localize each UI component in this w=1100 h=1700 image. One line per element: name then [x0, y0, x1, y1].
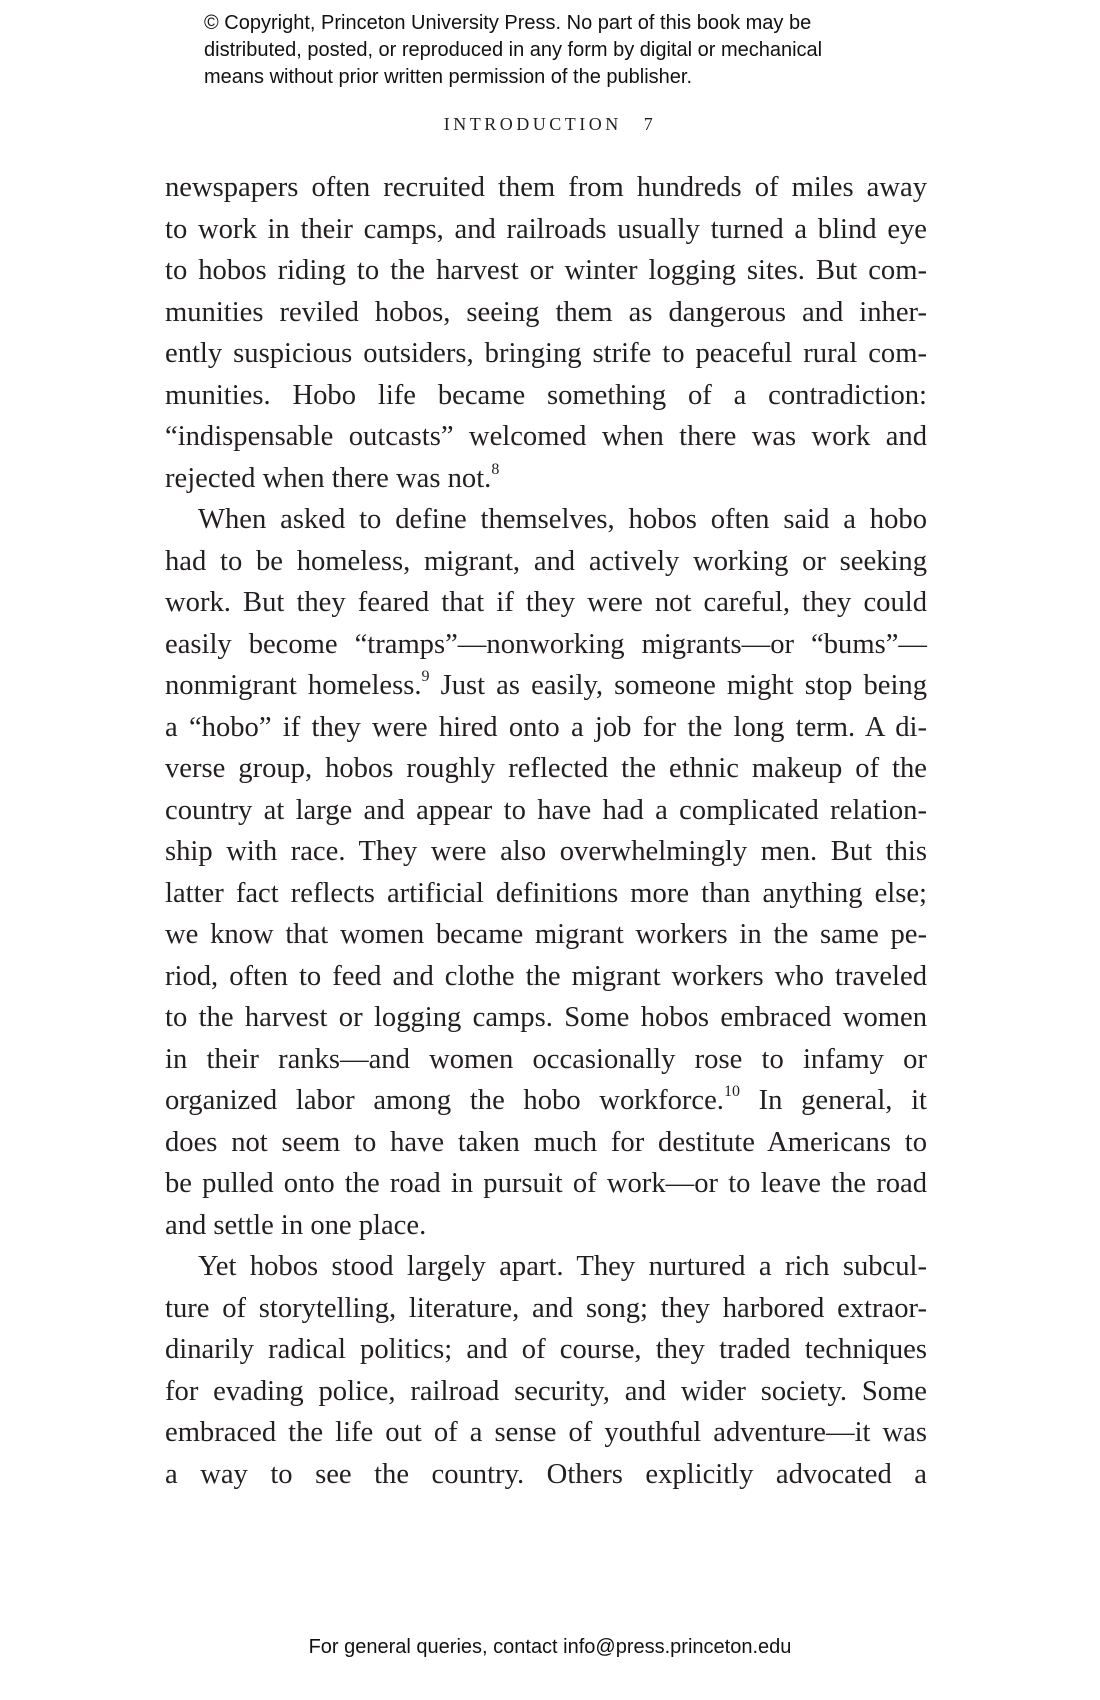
text-line: verse group, hobos roughly reflected the ethnic makeup of the — [165, 753, 927, 784]
text-line: munities. Hobo life became something of a contradiction: — [165, 379, 927, 411]
text-line: country at large and appear to have had a complicated relation- — [165, 794, 927, 826]
text-line: riod, often to feed and clothe the migrant workers who traveled — [165, 960, 927, 992]
text-line — [165, 665, 927, 707]
text-line: work. But they feared that if they were not careful, they could — [165, 587, 927, 618]
text-fragment: organized labor among the hobo workforce. — [165, 1085, 724, 1116]
text-line: munities reviled hobos, seeing them as dangerous and inher- — [165, 296, 927, 328]
text-line: be pulled onto the road in pursuit of work—or to leave the road — [165, 1168, 927, 1199]
text-line: latter fact reflects artificial definitions more than anything else; — [165, 877, 927, 909]
copyright-line: © Copyright, Princeton University Press. No part of this book may be — [204, 12, 812, 34]
text-line: a way to see the country. Others explicitly advocated a — [165, 1458, 927, 1490]
text-line: newspapers often recruited them from hundreds of miles away — [165, 172, 927, 203]
copyright-line: distributed, posted, or reproduced in any form by digital or mechanical — [204, 39, 823, 61]
text-line: to work in their camps, and railroads usually turned a blind eye — [165, 213, 927, 245]
text-line: ture of storytelling, literature, and song; they harbored extraor- — [165, 1292, 927, 1324]
text-line — [165, 1080, 927, 1122]
text-line: to the harvest or logging camps. Some hobos embraced women — [165, 1002, 927, 1033]
text-line: Yet hobos stood largely apart. They nurtured a rich subcul- — [198, 1251, 927, 1282]
copyright-notice — [204, 10, 964, 91]
paragraph-1 — [165, 167, 927, 499]
text-line — [165, 458, 927, 500]
body-text — [165, 167, 927, 1495]
running-head-section: INTRODUCTION — [443, 114, 622, 134]
text-line: in their ranks—and women occasionally rose to infamy or — [165, 1043, 927, 1075]
paragraph-2 — [165, 499, 927, 1246]
text-fragment: nonmigrant homeless. — [165, 670, 422, 701]
text-line: to hobos riding to the harvest or winter logging sites. But com- — [165, 255, 927, 286]
text-line: ently suspicious outsiders, bringing strife to peaceful rural com- — [165, 338, 927, 369]
paragraph-3 — [165, 1246, 927, 1495]
text-line: embraced the life out of a sense of youthful adventure—it was — [165, 1417, 927, 1448]
footnote-ref-8[interactable]: 8 — [491, 460, 500, 478]
text-fragment: rejected when there was not. — [165, 462, 492, 494]
text-line: we know that women became migrant workers in the same pe- — [165, 919, 927, 950]
page-number: 7 — [643, 114, 657, 134]
text-line: ship with race. They were also overwhelmingly men. But this — [165, 836, 927, 867]
text-line: does not seem to have taken much for destitute Americans to — [165, 1126, 927, 1158]
text-line: had to be homeless, migrant, and actively working or seeking — [165, 545, 927, 577]
text-fragment: In general, it — [758, 1085, 927, 1116]
footnote-ref-10[interactable]: 10 — [723, 1083, 740, 1100]
copyright-line: means without prior written permission of the publisher. — [204, 66, 693, 88]
footnote-ref-9[interactable]: 9 — [421, 668, 430, 685]
text-line: easily become “tramps”—nonworking migrants—or “bums”— — [165, 628, 927, 660]
text-line: and settle in one place. — [165, 1209, 427, 1241]
text-line: a “hobo” if they were hired onto a job for the long term. A di- — [165, 711, 927, 743]
text-line: for evading police, railroad security, and wider society. Some — [165, 1375, 927, 1407]
text-line: “indispensable outcasts” welcomed when there was work and — [165, 421, 927, 452]
text-fragment: Just as easily, someone might stop being — [440, 670, 927, 701]
running-head — [0, 114, 1100, 135]
text-line: When asked to define themselves, hobos often said a hobo — [198, 504, 927, 535]
footer-contact: For general queries, contact info@press.princeton.edu — [308, 1636, 792, 1658]
text-line: dinarily radical politics; and of course, they traded techniques — [165, 1334, 927, 1365]
